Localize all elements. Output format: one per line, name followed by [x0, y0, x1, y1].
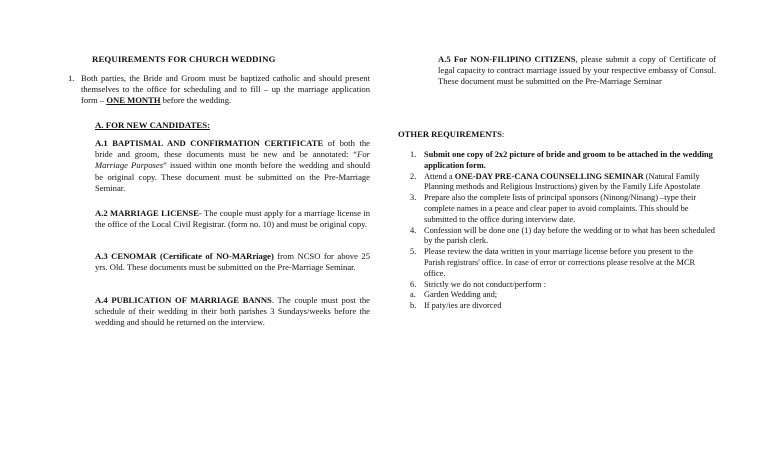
- list-item-text: (Natural Family Planning methods and Religious Instructions) given by the Family Life Apostolate: [424, 171, 701, 192]
- requirement-item-1: [68, 73, 370, 107]
- other-requirements-colon: :: [501, 129, 505, 139]
- requirement-a1: [95, 138, 370, 194]
- list-item-text-start: Attend a: [424, 171, 455, 181]
- list-number: 5.: [410, 247, 417, 257]
- a1-italic: For Marriage Purposes: [95, 149, 370, 171]
- list-item: [410, 150, 716, 172]
- a1-heading: A.1 BAPTISMAL AND CONFIRMATION CERTIFICATE: [95, 138, 324, 148]
- a5-text: , please submit a copy of Certificate of legal capacity to contract marriage issued by your respective embassy of Consul. These document must be submitted on the Pre-Marriage Seminar: [438, 54, 716, 87]
- other-requirements-label: OTHER REQUIREMENTS: [398, 129, 502, 139]
- list-item-text: Confession will be done one (1) day before the wedding or to what has been scheduled by the parish clerk.: [424, 225, 715, 246]
- other-requirements-list: [410, 150, 716, 312]
- list-number: 3.: [410, 193, 417, 203]
- sub-list-text: Garden Wedding and;: [424, 290, 498, 300]
- a1-text-start: of both the bride and groom, these documents must be new and be annotated: “: [95, 138, 370, 160]
- list-item: [410, 247, 716, 279]
- requirement-a5: [438, 54, 716, 88]
- list-item: [410, 226, 716, 248]
- list-number: 4.: [410, 225, 417, 235]
- sub-list-letter: a.: [410, 290, 416, 300]
- list-number: 2.: [410, 171, 417, 181]
- a2-text: - The couple must apply for a marriage license in the office of the Local Civil Registrar. (form no. 10) and must be original copy.: [95, 208, 370, 230]
- sub-list-text: If paty/ies are divorced: [424, 301, 502, 311]
- list-item-text: Prepare also the complete lists of principal sponsors (Ninong/Ninang) –type their complete names in a peace and clear paper to avoid complaints. This should be submitted to the office during interview date.: [424, 193, 697, 224]
- section-new-candidates-label: A. FOR NEW CANDIDATES:: [95, 120, 211, 130]
- item-number: 1.: [68, 73, 75, 83]
- list-number: 6.: [410, 279, 417, 289]
- list-item: [410, 172, 716, 194]
- list-item: [410, 280, 716, 291]
- item-1-text-end: before the wedding.: [160, 95, 232, 106]
- list-item-text: Strictly we do not conduct/perform :: [424, 279, 547, 289]
- document-title: REQUIREMENTS FOR CHURCH WEDDING: [92, 54, 276, 64]
- sub-list-item: [410, 290, 716, 301]
- requirement-a4: [95, 295, 370, 329]
- other-requirements-heading: [398, 129, 504, 139]
- a3-heading: A.3 CENOMAR (Certificate of NO-MARriage): [95, 251, 274, 261]
- a2-heading: A.2 MARRIAGE LICENSE: [95, 208, 199, 218]
- a3-text: from NCSO for above 25 yrs. Old. These documents must be submitted on the Pre-Marriage Seminar.: [95, 251, 370, 273]
- list-item: [410, 193, 716, 225]
- a1-text-end: ” issued within one month before the wedding and should be original copy. These document must be submitted on the Pre-Marriage Seminar.: [95, 160, 371, 193]
- a4-heading: A.4 PUBLICATION OF MARRIAGE BANNS: [95, 295, 272, 305]
- a5-heading: A.5 For NON-FILIPINO CITIZENS: [438, 54, 576, 64]
- one-month-emphasis: ONE MONTH: [106, 95, 161, 106]
- list-number: 1.: [410, 150, 417, 159]
- sub-list-letter: b.: [410, 301, 417, 311]
- section-new-candidates: [95, 120, 210, 130]
- requirement-a2: [95, 208, 370, 230]
- list-item-bold: ONE-DAY PRE-CANA COUNSELLING SEMINAR: [454, 171, 644, 181]
- item-1-text-start: Both parties, the Bride and Groom must be baptized catholic and should present themselves to the office for scheduling and to fill – up the marriage application form –: [81, 73, 370, 106]
- list-item-text: Please review the data written in your marriage license before you present to the Parish registrars' office. In case of error or corrections please resolve at the MCR office.: [424, 247, 696, 278]
- list-item-bold: Submit one copy of 2x2 picture of bride and groom to be attached in the wedding application form.: [424, 150, 713, 170]
- a4-text: . The couple must post the schedule of their wedding in their both parishes 3 Sundays/weeks before the wedding and should be returned on the interview.: [95, 295, 370, 328]
- item-1-text: [81, 73, 370, 107]
- sub-list-item: [410, 301, 716, 312]
- requirement-a3: [95, 251, 370, 273]
